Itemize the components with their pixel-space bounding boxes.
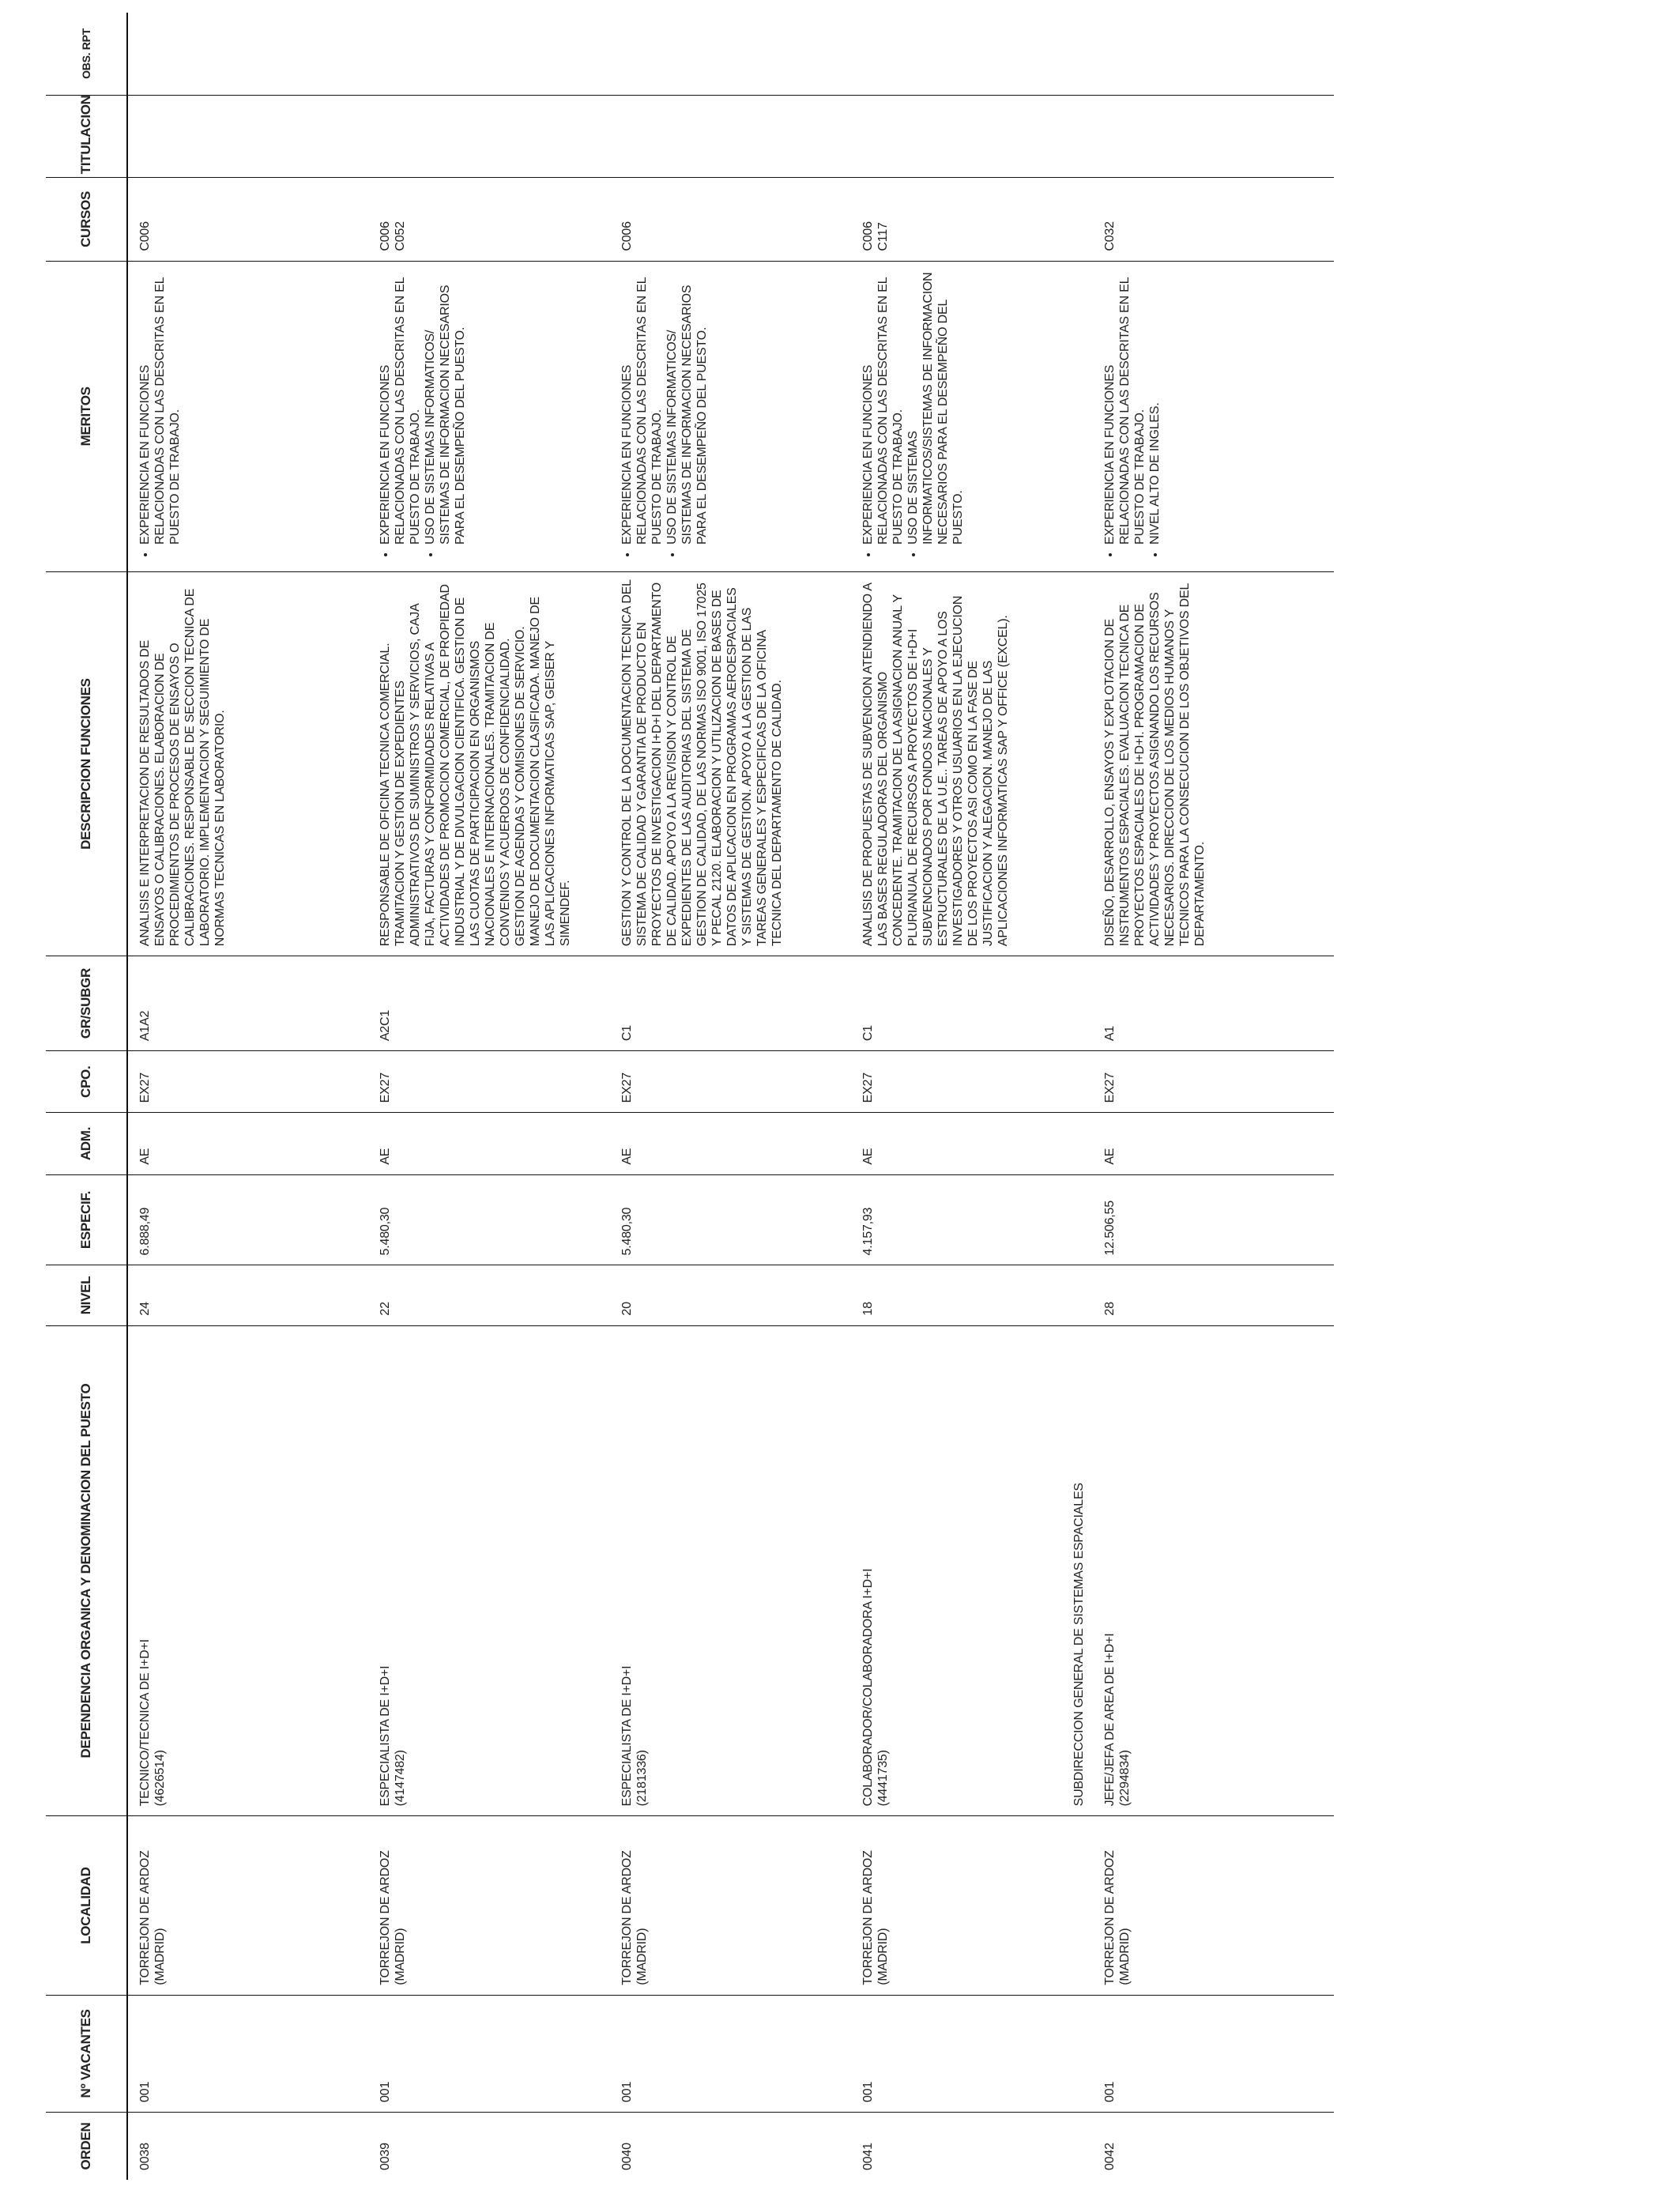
positions-table — [46, 13, 1334, 2180]
cell-cursos — [1093, 178, 1334, 261]
puesto-name: COLABORADOR/COLABORADORA I+D+I — [861, 1568, 876, 1807]
merito-item: • EXPERIENCIA EN FUNCIONES RELACIONADAS CON LAS DESCRITAS EN EL PUESTO DE TRABAJO. — [620, 269, 665, 545]
curso-code: C006 — [138, 221, 152, 251]
curso-code: C006 — [379, 221, 393, 251]
header-nivel: NIVEL — [46, 1265, 127, 1325]
header-descripcion: DESCRIPCION FUNCIONES — [46, 571, 127, 956]
subdireccion-label: SUBDIRECCION GENERAL DE SISTEMAS ESPACIALES — [1072, 1483, 1086, 1807]
cell-especif: 5.480,30 — [368, 1174, 609, 1265]
merito-item: • EXPERIENCIA EN FUNCIONES RELACIONADAS CON LAS DESCRITAS EN EL PUESTO DE TRABAJO. — [137, 269, 183, 545]
header-obs: OBS. RPT — [46, 13, 127, 95]
cell-cpo: EX27 — [127, 1051, 368, 1113]
table-row — [1093, 13, 1334, 2180]
cell-vacantes: 001 — [851, 1995, 1092, 2112]
cell-nivel: 20 — [610, 1265, 851, 1325]
cell-meritos — [851, 261, 1092, 571]
cell-localidad: TORREJON DE ARDOZ (MADRID) — [610, 1816, 851, 1995]
cell-descripcion: GESTION Y CONTROL DE LA DOCUMENTACION TECNICA DEL SISTEMA DE CALIDAD Y GARANTIA DE PRODUCTO EN PROYECTOS DE INVESTIGACION I+D+I DEL DEPARTAMENTO DE CALIDAD. APOYO A LA REVISION Y CONTROL DE EXPEDIENTES DE LAS AUDITORIAS DEL SISTEMA DE GESTION DE CALIDAD, DE LAS NORMAS ISO 9001, ISO 17025 Y PECAL 2120. ELABORACION Y UTILIZACION DE BASES DE DATOS DE APLICACION EN PROGRAMAS AEROESPACIALES Y SISTEMAS DE GESTION. APOYO A LA GESTION DE LAS TAREAS GENERALES Y ESPECIFICAS DE LA OFICINA TECNICA DEL DEPARTAMENTO DE CALIDAD. — [610, 571, 851, 956]
merito-item: • EXPERIENCIA EN FUNCIONES RELACIONADAS CON LAS DESCRITAS EN EL PUESTO DE TRABAJO. — [861, 269, 906, 545]
cell-meritos — [368, 261, 609, 571]
merito-item: • EXPERIENCIA EN FUNCIONES RELACIONADAS CON LAS DESCRITAS EN EL PUESTO DE TRABAJO. — [378, 269, 423, 545]
cell-dependencia — [127, 1325, 368, 1816]
cell-descripcion: RESPONSABLE DE OFICINA TECNICA COMERCIAL. TRAMITACION Y GESTION DE EXPEDIENTES ADMINISTRATIVOS DE SUMINISTROS Y SERVICIOS, CAJA FIJA, FACTURAS Y CONFORMIDADES RELATIVAS A ACTIVIDADES DE PROMOCION COMERCIAL, DE PROPIEDAD INDUSTRIAL Y DE DIVULGACION CIENTIFICA. GESTION DE LAS CUOTAS DE PARTICIPACION EN ORGANISMOS NACIONALES E INTERNACIONALES. TRAMITACION DE CONVENIOS Y ACUERDOS DE CONFIDENCIALIDAD. GESTION DE AGENDAS Y COMISIONES DE SERVICIO. MANEJO DE DOCUMENTACION CLASIFICADA. MANEJO DE LAS APLICACIONES INFORMATICAS SAP, GEISER Y SIMENDEF. — [368, 571, 609, 956]
puesto-name: JEFE/JEFA DE AREA DE I+D+I — [1102, 1633, 1117, 1807]
cell-grsubgr: A1 — [1093, 956, 1334, 1051]
cursos-list — [378, 185, 408, 251]
meritos-list — [137, 269, 183, 562]
cell-vacantes: 001 — [368, 1995, 609, 2112]
cell-orden: 0040 — [620, 2143, 634, 2170]
table-row — [368, 13, 609, 2180]
table-row — [127, 13, 368, 2180]
cell-nivel: 22 — [368, 1265, 609, 1325]
cell-obs — [851, 13, 1092, 95]
table-row — [851, 13, 1092, 2180]
cell-especif: 5.480,30 — [610, 1174, 851, 1265]
cell-orden: 0038 — [138, 2143, 152, 2170]
cell-titulacion — [368, 95, 609, 177]
merito-item: • NIVEL ALTO DE INGLES. — [1147, 269, 1162, 545]
curso-code: C006 — [861, 221, 876, 251]
cell-localidad: TORREJON DE ARDOZ (MADRID) — [1093, 1816, 1334, 1995]
cell-titulacion — [610, 95, 851, 177]
cell-dependencia — [1072, 1325, 1334, 1816]
header-dependencia: DEPENDENCIA ORGANICA Y DENOMINACION DEL PUESTO — [46, 1325, 127, 1816]
header-vacantes: Nº VACANTES — [46, 1995, 127, 2112]
cell-grsubgr: C1 — [851, 956, 1092, 1051]
cell-titulacion — [851, 95, 1092, 177]
merito-item: • USO DE SISTEMAS INFORMATICOS/ SISTEMAS DE INFORMACION NECESARIOS PARA EL DESEMPEÑO DEL PUESTO. — [423, 269, 468, 545]
cell-obs — [368, 13, 609, 95]
cell-cursos — [368, 178, 609, 261]
puesto-name: TECNICO/TECNICA DE I+D+I — [138, 1639, 152, 1807]
cell-cpo: EX27 — [610, 1051, 851, 1113]
cell-grsubgr: A2C1 — [368, 956, 609, 1051]
header-grsubgr: GR/SUBGR — [46, 956, 127, 1051]
cell-orden: 0041 — [861, 2143, 876, 2170]
header-adm: ADM. — [46, 1113, 127, 1174]
cell-nivel: 18 — [851, 1265, 1092, 1325]
cell-especif: 12.506,55 — [1093, 1174, 1334, 1265]
cell-vacantes: 001 — [1093, 1995, 1334, 2112]
cell-localidad: TORREJON DE ARDOZ (MADRID) — [127, 1816, 368, 1995]
cell-dependencia — [368, 1325, 609, 1816]
cell-vacantes: 001 — [127, 1995, 368, 2112]
rotated-table-frame — [46, 13, 1334, 2180]
meritos-list — [620, 269, 710, 562]
cursos-list — [620, 185, 635, 251]
cell-titulacion — [127, 95, 368, 177]
puesto-code: (4147482) — [394, 1750, 408, 1807]
cell-meritos — [1093, 261, 1334, 571]
header-cursos: CURSOS — [46, 178, 127, 261]
header-orden: ORDEN — [46, 2112, 127, 2180]
merito-item: • USO DE SISTEMAS INFORMATICOS/ SISTEMAS DE INFORMACION NECESARIOS PARA EL DESEMPEÑO DEL PUESTO. — [665, 269, 710, 545]
meritos-list — [1102, 269, 1162, 562]
cell-dependencia — [610, 1325, 851, 1816]
cell-vacantes: 001 — [610, 1995, 851, 2112]
cell-grsubgr: C1 — [610, 956, 851, 1051]
cell-adm: AE — [610, 1113, 851, 1174]
cell-obs — [1093, 13, 1334, 95]
cell-cursos — [610, 178, 851, 261]
curso-code: C032 — [1102, 221, 1117, 251]
cell-adm: AE — [1093, 1113, 1334, 1174]
puesto-code: (2294834) — [1117, 1750, 1132, 1807]
merito-item: • USO DE SISTEMAS INFORMATICOS/SISTEMAS DE INFORMACION NECESARIOS PARA EL DESEMPEÑO DEL PUESTO. — [906, 269, 966, 545]
cell-titulacion — [1093, 95, 1334, 177]
cell-meritos — [127, 261, 368, 571]
cell-nivel: 28 — [1093, 1265, 1334, 1325]
cell-cursos — [851, 178, 1092, 261]
cell-dependencia — [851, 1325, 1092, 1816]
header-meritos: MERITOS — [46, 261, 127, 571]
cell-especif: 4.157,93 — [851, 1174, 1092, 1265]
cell-descripcion: ANALISIS E INTERPRETACION DE RESULTADOS DE ENSAYOS O CALIBRACIONES. ELABORACION DE PROCEDIMIENTOS DE PROCESOS DE ENSAYOS O CALIBRACIONES. RESPONSABLE DE SECCION TECNICA DE LABORATORIO. IMPLEMENTACION Y SEGUIMIENTO DE NORMAS TECNICAS EN LABORATORIO. — [127, 571, 368, 956]
meritos-list — [378, 269, 468, 562]
cell-localidad: TORREJON DE ARDOZ (MADRID) — [851, 1816, 1092, 1995]
curso-code: C117 — [876, 222, 891, 251]
merito-item: • EXPERIENCIA EN FUNCIONES RELACIONADAS CON LAS DESCRITAS EN EL PUESTO DE TRABAJO. — [1102, 269, 1147, 545]
cell-obs — [610, 13, 851, 95]
cell-cpo: EX27 — [851, 1051, 1092, 1113]
header-cpo: CPO. — [46, 1051, 127, 1113]
cell-obs — [127, 13, 368, 95]
cell-adm: AE — [368, 1113, 609, 1174]
puesto-code: (4626514) — [153, 1750, 167, 1807]
cell-localidad: TORREJON DE ARDOZ (MADRID) — [368, 1816, 609, 1995]
cursos-list — [1102, 185, 1117, 251]
puesto-code: (2181336) — [635, 1750, 649, 1807]
puesto-name: ESPECIALISTA DE I+D+I — [620, 1665, 634, 1807]
cell-nivel: 24 — [127, 1265, 368, 1325]
cell-cpo: EX27 — [1093, 1051, 1334, 1113]
curso-code: C006 — [620, 221, 634, 251]
header-row — [46, 13, 127, 2180]
cell-orden: 0039 — [379, 2143, 393, 2170]
cursos-list — [137, 185, 153, 251]
curso-code: C052 — [394, 221, 408, 251]
header-titulacion: TITULACION — [46, 95, 127, 177]
cursos-list — [861, 185, 891, 251]
cell-adm: AE — [851, 1113, 1092, 1174]
meritos-list — [861, 269, 966, 562]
header-localidad: LOCALIDAD — [46, 1816, 127, 1995]
cell-grsubgr: A1A2 — [127, 956, 368, 1051]
cell-descripcion: ANALISIS DE PROPUESTAS DE SUBVENCION ATENDIENDO A LAS BASES REGULADORAS DEL ORGANISMO CONCEDENTE. TRAMITACION DE LA ASIGNACION ANUAL Y PLURIANUAL DE RECURSOS A PROYECTOS DE I+D+I SUBVENCIONADOS POR FONDOS NACIONALES Y ESTRUCTURALES DE LA U.E.. TAREAS DE APOYO A LOS INVESTIGADORES Y OTROS USUARIOS EN LA EJECUCION DE LOS PROYECTOS ASI COMO EN LA FASE DE JUSTIFICACION Y ALEGACION. MANEJO DE LAS APLICACIONES INFORMATICAS SAP Y OFFICE (EXCEL). — [851, 571, 1092, 956]
header-especif: ESPECIF. — [46, 1174, 127, 1265]
cell-adm: AE — [127, 1113, 368, 1174]
cell-cpo: EX27 — [368, 1051, 609, 1113]
puesto-name: ESPECIALISTA DE I+D+I — [379, 1665, 393, 1807]
cell-especif: 6.888,49 — [127, 1174, 368, 1265]
table-row — [610, 13, 851, 2180]
puesto-code: (4441735) — [876, 1750, 891, 1807]
cell-orden: 0042 — [1102, 2143, 1117, 2170]
cell-descripcion: DISEÑO, DESARROLLO, ENSAYOS Y EXPLOTACION DE INSTRUMENTOS ESPACIALES. EVALUACION TECNICA DE PROYECTOS ESPACIALES DE I+D+I. PROGRAMACION DE ACTIVIDADES Y PROYECTOS ASIGNANDO LOS RECURSOS NECESARIOS. DIRECCION DE LOS MEDIOS HUMANOS Y TECNICOS PARA LA CONSECUCION DE LOS OBJETIVOS DEL DEPARTAMENTO. — [1093, 571, 1334, 956]
cell-meritos — [610, 261, 851, 571]
cell-cursos — [127, 178, 368, 261]
